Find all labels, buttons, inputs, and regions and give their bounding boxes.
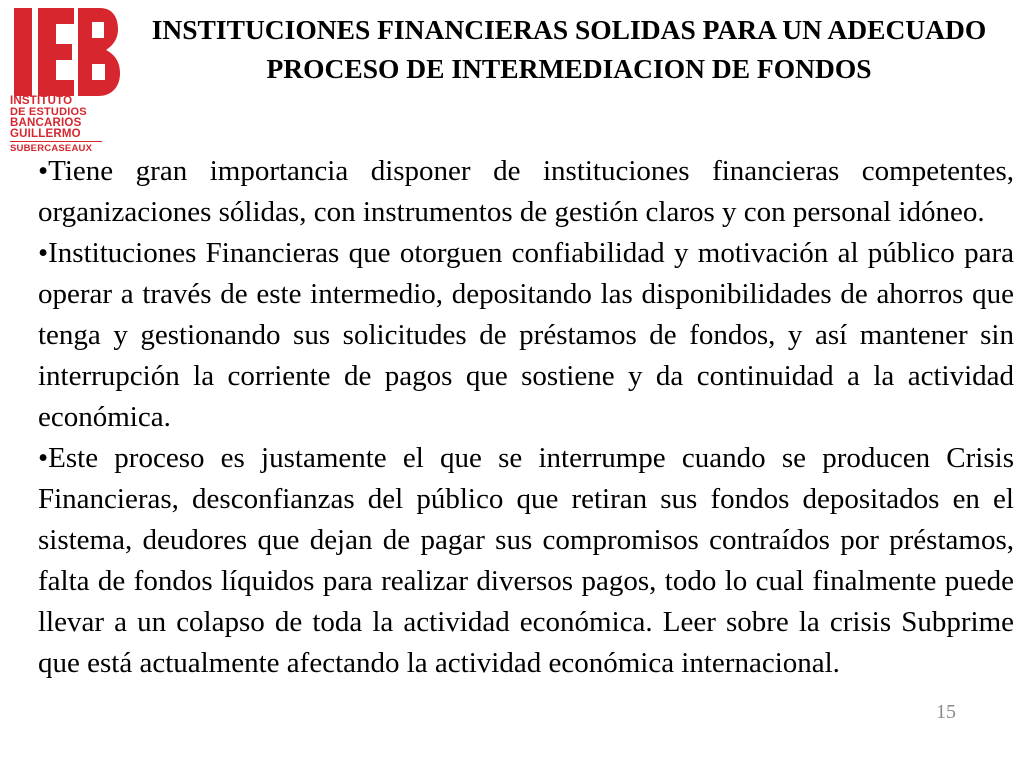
logo-line-4: GUILLERMO bbox=[10, 128, 81, 140]
ieb-logo-mark-icon bbox=[12, 8, 120, 96]
logo bbox=[10, 8, 122, 158]
page-number: 15 bbox=[936, 701, 956, 723]
bullet-paragraph-1: •Tiene gran importancia disponer de instituciones financieras competentes, organizaciones sólidas, con instrumentos de gestión claros y con personal idóneo. bbox=[38, 155, 1014, 228]
bullet-paragraph-3: •Este proceso es justamente el que se interrumpe cuando se producen Crisis Financieras, desconfianzas del público que retiran sus fondos depositados en el sistema, deudores que dejan de pagar sus compromisos contraídos por préstamos, falta de fondos líquidos para realizar diversos pagos, todo lo cual finalmente puede llevar a un colapso de toda la actividad económica. Leer sobre la crisis Subprime que está actualmente afectando la actividad económica internacional. bbox=[38, 442, 1014, 679]
bullet-paragraph-2: •Instituciones Financieras que otorguen confiabilidad y motivación al público para operar a través de este intermedio, depositando las disponibilidades de ahorros que tenga y gestionando sus solicitudes de préstamos de fondos, y así mantener sin interrupción la corriente de pagos que sostiene y da continuidad a la actividad económica. bbox=[38, 237, 1014, 433]
logo-wordmark bbox=[10, 96, 122, 154]
logo-line-3: BANCARIOS bbox=[10, 117, 82, 129]
logo-line-2: DE ESTUDIOS bbox=[10, 106, 87, 118]
logo-line-5: SUBERCASEAUX bbox=[10, 141, 102, 154]
slide-title: INSTITUCIONES FINANCIERAS SOLIDAS PARA UN ADECUADO PROCESO DE INTERMEDIACION DE FONDOS bbox=[151, 14, 987, 84]
slide-body bbox=[38, 151, 1014, 684]
logo-line-1: INSTITUTO bbox=[10, 95, 73, 107]
